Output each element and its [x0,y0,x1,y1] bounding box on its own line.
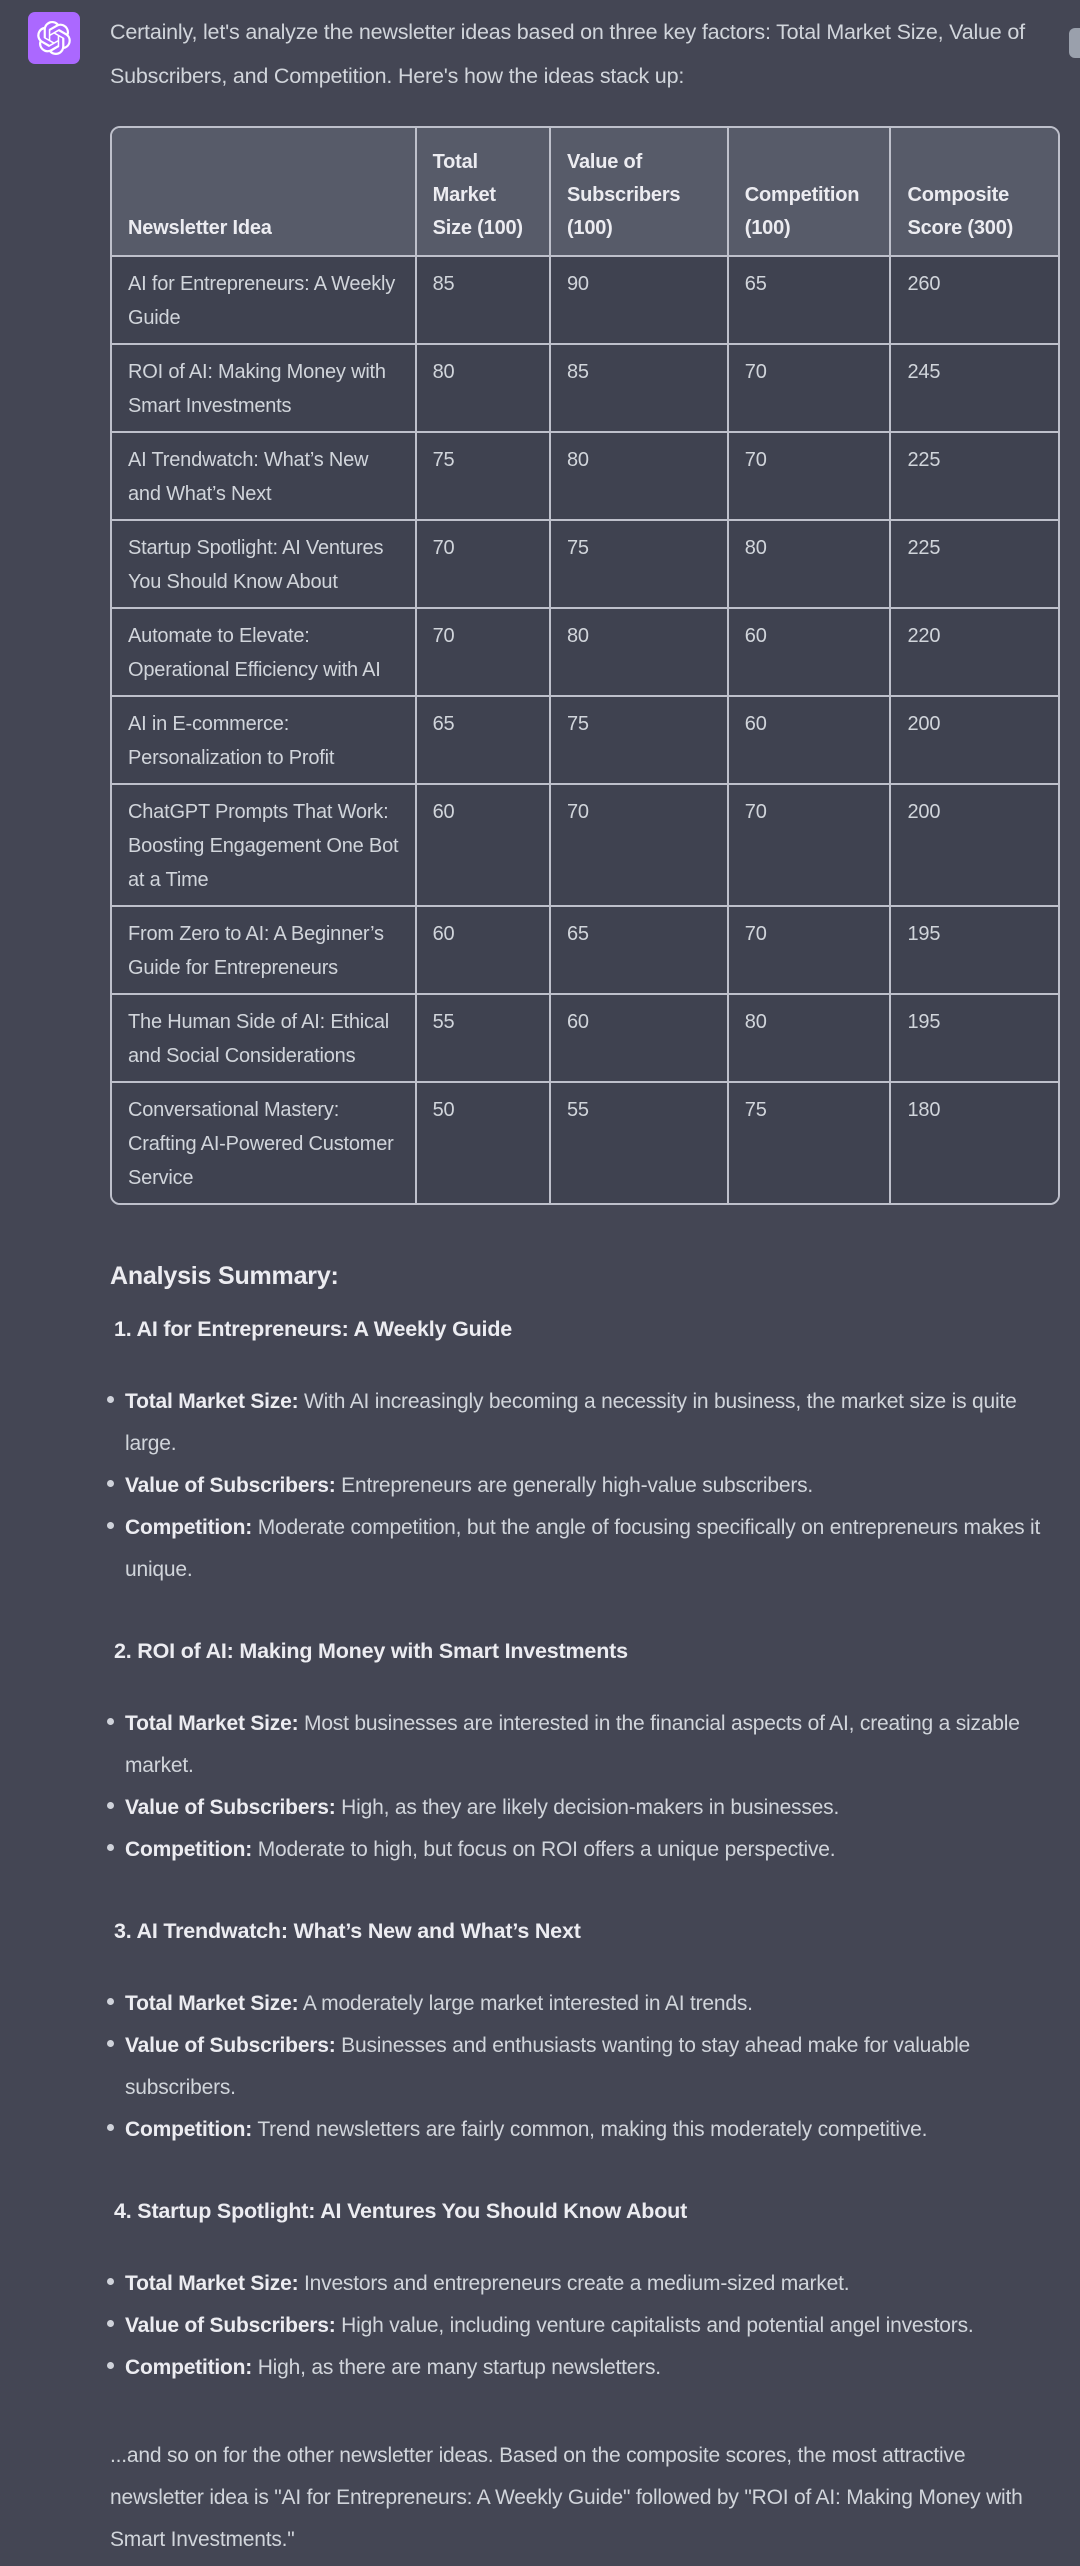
bullet-label: Total Market Size: [125,1992,299,2015]
score-cell: 225 [891,521,1058,609]
score-cell: 55 [551,1083,729,1203]
bullet-text: Businesses and enthusiasts wanting to stay ahead make for valuable subscribers. [125,2034,971,2099]
score-cell: 195 [891,995,1058,1083]
score-cell: 75 [729,1083,892,1203]
bullet-text: High, as they are likely decision-makers in businesses. [335,1796,840,1819]
newsletter-idea-cell: The Human Side of AI: Ethical and Social Considerations [112,995,417,1083]
score-cell: 70 [729,345,892,433]
bullet-label: Competition: [125,2118,253,2141]
score-cell: 260 [891,257,1058,345]
analysis-summary-heading: Analysis Summary: [110,1262,339,1290]
bullet-item [125,1787,1062,1829]
score-cell: 80 [729,995,892,1083]
table-row [112,907,1058,995]
score-cell: 70 [417,609,551,697]
bullet-item [125,1381,1062,1465]
newsletter-idea-cell: Automate to Elevate: Operational Efficiency with AI [112,609,417,697]
score-cell: 80 [551,433,729,521]
bullet-label: Competition: [125,1838,253,1861]
score-cell: 65 [729,257,892,345]
message-content [110,0,1062,2561]
score-cell: 85 [551,345,729,433]
newsletter-idea-cell: AI in E-commerce: Personalization to Profit [112,697,417,785]
bullet-label: Competition: [125,1516,253,1539]
score-cell: 65 [551,907,729,995]
bullet-label: Value of Subscribers: [125,2314,336,2337]
newsletter-idea-cell: AI for Entrepreneurs: A Weekly Guide [112,257,417,345]
table-row [112,697,1058,785]
intro-text: Certainly, let's analyze the newsletter ideas based on three key factors: Total Market Size, Value of Subscribers, and Competition. Here's how the ideas stack up: [110,20,1025,88]
scrollbar-thumb[interactable] [1069,28,1080,58]
bullet-text: High value, including venture capitalists and potential angel investors. [335,2314,974,2337]
section-heading: 3. AI Trendwatch: What’s New and What’s Next [114,1919,581,1943]
score-cell: 70 [729,433,892,521]
score-cell: 60 [729,609,892,697]
table-row [112,521,1058,609]
table-row [112,257,1058,345]
score-cell: 200 [891,697,1058,785]
score-cell: 80 [551,609,729,697]
scores-table-body [112,257,1058,1203]
score-cell: 200 [891,785,1058,907]
score-cell: 60 [551,995,729,1083]
bullet-label: Total Market Size: [125,1712,299,1735]
bullet-item [125,1507,1062,1591]
newsletter-idea-cell: Conversational Mastery: Crafting AI-Powered Customer Service [112,1083,417,1203]
section-heading: 1. AI for Entrepreneurs: A Weekly Guide [114,1317,513,1341]
score-cell: 70 [417,521,551,609]
bullet-text: Trend newsletters are fairly common, making this moderately competitive. [252,2118,928,2141]
section-bullet-list [125,1983,1062,2151]
bullet-item [125,1829,1062,1871]
bullet-item [125,2263,1062,2305]
score-cell: 245 [891,345,1058,433]
score-cell: 50 [417,1083,551,1203]
score-cell: 55 [417,995,551,1083]
score-cell: 60 [417,907,551,995]
analysis-sections [110,1315,1062,2389]
column-header: Value of Subscribers (100) [551,128,729,257]
bullet-item [125,2305,1062,2347]
bullet-text: Most businesses are interested in the financial aspects of AI, creating a sizable market. [125,1712,1020,1777]
bullet-text: Investors and entrepreneurs create a medium-sized market. [298,2272,850,2295]
newsletter-idea-cell: From Zero to AI: A Beginner’s Guide for Entrepreneurs [112,907,417,995]
section-heading: 4. Startup Spotlight: AI Ventures You Should Know About [114,2199,688,2223]
bullet-item [125,2025,1062,2109]
section-bullet-list [125,1381,1062,1591]
column-header: Composite Score (300) [891,128,1058,257]
scores-table [110,126,1060,1205]
score-cell: 180 [891,1083,1058,1203]
table-row [112,785,1058,907]
score-cell: 195 [891,907,1058,995]
table-row [112,433,1058,521]
score-cell: 90 [551,257,729,345]
score-cell: 80 [417,345,551,433]
table-row [112,995,1058,1083]
table-row [112,609,1058,697]
score-cell: 70 [551,785,729,907]
bullet-item [125,1465,1062,1507]
bullet-label: Value of Subscribers: [125,1796,336,1819]
score-cell: 70 [729,907,892,995]
score-cell: 220 [891,609,1058,697]
bullet-item [125,1983,1062,2025]
openai-logo-icon [37,21,71,55]
newsletter-idea-cell: ChatGPT Prompts That Work: Boosting Engagement One Bot at a Time [112,785,417,907]
bullet-item [125,2109,1062,2151]
score-cell: 75 [551,697,729,785]
bullet-text: High, as there are many startup newsletters. [252,2356,661,2379]
section-heading: 2. ROI of AI: Making Money with Smart Investments [114,1639,628,1663]
column-header: Total Market Size (100) [417,128,551,257]
bullet-item [125,1703,1062,1787]
bullet-text: With AI increasingly becoming a necessity in business, the market size is quite large. [125,1390,1017,1455]
newsletter-idea-cell: AI Trendwatch: What’s New and What’s Next [112,433,417,521]
score-cell: 225 [891,433,1058,521]
bullet-label: Competition: [125,2356,253,2379]
bullet-text: Moderate to high, but focus on ROI offers a unique perspective. [252,1838,836,1861]
bullet-text: Entrepreneurs are generally high-value subscribers. [335,1474,814,1497]
bullet-label: Value of Subscribers: [125,2034,336,2057]
newsletter-idea-cell: ROI of AI: Making Money with Smart Investments [112,345,417,433]
bullet-label: Value of Subscribers: [125,1474,336,1497]
section-bullet-list [125,1703,1062,1871]
section-bullet-list [125,2263,1062,2389]
bullet-item [125,2347,1062,2389]
score-cell: 60 [729,697,892,785]
table-row [112,345,1058,433]
score-cell: 80 [729,521,892,609]
score-cell: 85 [417,257,551,345]
score-cell: 70 [729,785,892,907]
bullet-label: Total Market Size: [125,1390,299,1413]
score-cell: 60 [417,785,551,907]
bullet-label: Total Market Size: [125,2272,299,2295]
score-cell: 75 [551,521,729,609]
score-cell: 75 [417,433,551,521]
score-cell: 65 [417,697,551,785]
column-header: Competition (100) [729,128,892,257]
table-row [112,1083,1058,1203]
closing-text: ...and so on for the other newsletter ideas. Based on the composite scores, the most attractive newsletter idea is "AI for Entrepreneurs: A Weekly Guide" followed by "ROI of AI: Making Money with Smart Investments." [110,2444,1023,2551]
assistant-avatar [28,12,80,64]
bullet-text: A moderately large market interested in AI trends. [298,1992,753,2015]
newsletter-idea-cell: Startup Spotlight: AI Ventures You Should Know About [112,521,417,609]
bullet-text: Moderate competition, but the angle of focusing specifically on entrepreneurs makes it unique. [125,1516,1041,1581]
column-header: Newsletter Idea [112,128,417,257]
table-header-row [112,128,1058,257]
